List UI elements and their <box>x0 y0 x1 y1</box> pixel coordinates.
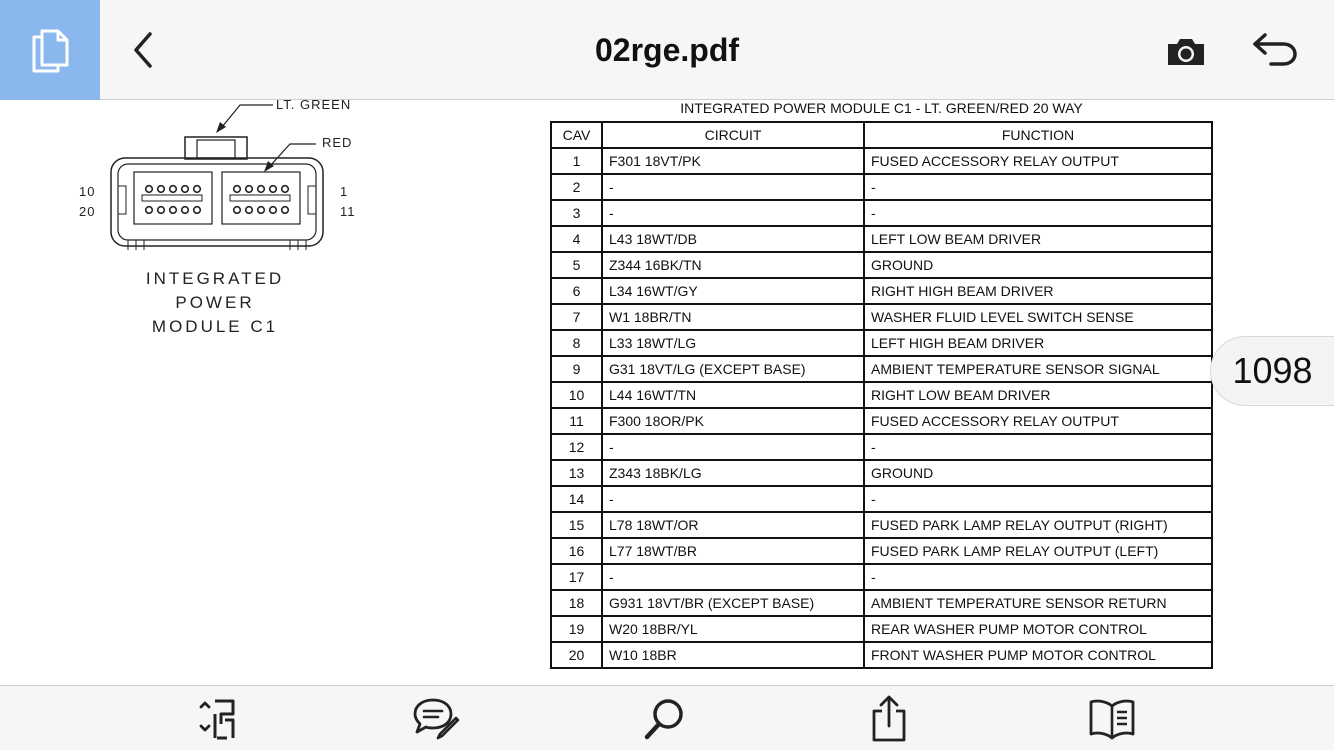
edit-pages-button[interactable] <box>192 694 244 744</box>
table-row <box>551 408 1212 434</box>
cav-cell: 2 <box>551 174 602 200</box>
reader-button[interactable] <box>1086 694 1138 744</box>
table-row <box>551 512 1212 538</box>
pin-10-label: 10 <box>79 184 96 199</box>
table-row <box>551 278 1212 304</box>
page-number-indicator[interactable]: 1098 <box>1210 336 1334 406</box>
circuit-cell: F300 18OR/PK <box>602 408 864 434</box>
table-row <box>551 174 1212 200</box>
table-row <box>551 538 1212 564</box>
circuit-cell: Z344 16BK/TN <box>602 252 864 278</box>
circuit-cell: - <box>602 200 864 226</box>
circuit-cell: W1 18BR/TN <box>602 304 864 330</box>
circuit-cell: - <box>602 564 864 590</box>
circuit-cell: L77 18WT/BR <box>602 538 864 564</box>
undo-button[interactable] <box>1246 26 1302 72</box>
circuit-cell: Z343 18BK/LG <box>602 460 864 486</box>
header-cav: CAV <box>551 122 602 148</box>
bottom-toolbar <box>0 685 1334 750</box>
circuit-cell: - <box>602 174 864 200</box>
table-row <box>551 616 1212 642</box>
circuit-cell: - <box>602 434 864 460</box>
function-cell: REAR WASHER PUMP MOTOR CONTROL <box>864 616 1212 642</box>
function-cell: LEFT HIGH BEAM DRIVER <box>864 330 1212 356</box>
undo-icon <box>1249 31 1299 67</box>
cav-cell: 4 <box>551 226 602 252</box>
table-row <box>551 226 1212 252</box>
top-navigation-bar <box>0 0 1334 100</box>
table-row <box>551 434 1212 460</box>
circuit-cell: W10 18BR <box>602 642 864 668</box>
pinout-table <box>550 121 1213 669</box>
cav-cell: 5 <box>551 252 602 278</box>
function-cell: FUSED PARK LAMP RELAY OUTPUT (RIGHT) <box>864 512 1212 538</box>
module-name-line-2: POWER <box>175 293 255 312</box>
chevron-left-icon <box>128 30 158 70</box>
table-row <box>551 356 1212 382</box>
table-row <box>551 330 1212 356</box>
circuit-cell: L33 18WT/LG <box>602 330 864 356</box>
function-cell: GROUND <box>864 252 1212 278</box>
header-circuit: CIRCUIT <box>602 122 864 148</box>
module-name <box>140 267 290 339</box>
cav-cell: 11 <box>551 408 602 434</box>
cav-cell: 10 <box>551 382 602 408</box>
cav-cell: 19 <box>551 616 602 642</box>
function-cell: - <box>864 174 1212 200</box>
table-header-row <box>551 122 1212 148</box>
camera-icon <box>1166 35 1206 67</box>
pin-20-label: 20 <box>79 204 96 219</box>
table-row <box>551 382 1212 408</box>
circuit-cell: F301 18VT/PK <box>602 148 864 174</box>
table-title: INTEGRATED POWER MODULE C1 - LT. GREEN/RED 20 WAY <box>680 100 1083 116</box>
table-row <box>551 642 1212 668</box>
search-icon <box>641 697 687 741</box>
table-row <box>551 304 1212 330</box>
cav-cell: 20 <box>551 642 602 668</box>
cav-cell: 6 <box>551 278 602 304</box>
share-button[interactable] <box>863 694 915 744</box>
table-row <box>551 200 1212 226</box>
pin-1-label: 1 <box>340 184 349 199</box>
function-cell: - <box>864 564 1212 590</box>
function-cell: WASHER FLUID LEVEL SWITCH SENSE <box>864 304 1212 330</box>
function-cell: FUSED ACCESSORY RELAY OUTPUT <box>864 148 1212 174</box>
function-cell: AMBIENT TEMPERATURE SENSOR SIGNAL <box>864 356 1212 382</box>
cav-cell: 1 <box>551 148 602 174</box>
circuit-cell: G31 18VT/LG (EXCEPT BASE) <box>602 356 864 382</box>
function-cell: - <box>864 434 1212 460</box>
cav-cell: 7 <box>551 304 602 330</box>
cav-cell: 8 <box>551 330 602 356</box>
pin-11-label: 11 <box>340 204 356 219</box>
function-cell: FRONT WASHER PUMP MOTOR CONTROL <box>864 642 1212 668</box>
function-cell: RIGHT HIGH BEAM DRIVER <box>864 278 1212 304</box>
lt-green-label: LT. GREEN <box>276 100 352 112</box>
cav-cell: 18 <box>551 590 602 616</box>
cav-cell: 17 <box>551 564 602 590</box>
function-cell: - <box>864 200 1212 226</box>
documents-icon <box>28 25 72 75</box>
table-row <box>551 564 1212 590</box>
cav-cell: 15 <box>551 512 602 538</box>
document-title: 02rge.pdf <box>594 32 740 68</box>
function-cell: - <box>864 486 1212 512</box>
function-cell: FUSED ACCESSORY RELAY OUTPUT <box>864 408 1212 434</box>
red-label: RED <box>322 135 353 150</box>
cav-cell: 9 <box>551 356 602 382</box>
camera-button[interactable] <box>1160 28 1212 74</box>
circuit-cell: G931 18VT/BR (EXCEPT BASE) <box>602 590 864 616</box>
pdf-page[interactable] <box>0 100 1334 685</box>
circuit-cell: L78 18WT/OR <box>602 512 864 538</box>
circuit-cell: - <box>602 486 864 512</box>
annotate-comment-icon <box>412 696 464 742</box>
module-name-line-3: MODULE C1 <box>151 317 279 336</box>
cav-cell: 3 <box>551 200 602 226</box>
circuit-cell: L34 16WT/GY <box>602 278 864 304</box>
circuit-cell: L43 18WT/DB <box>602 226 864 252</box>
cav-cell: 14 <box>551 486 602 512</box>
cav-cell: 16 <box>551 538 602 564</box>
header-function: FUNCTION <box>864 122 1212 148</box>
search-button[interactable] <box>638 694 690 744</box>
back-button[interactable] <box>118 25 168 75</box>
share-icon <box>869 695 909 743</box>
table-row <box>551 252 1212 278</box>
annotate-button[interactable] <box>412 694 464 744</box>
circuit-cell: W20 18BR/YL <box>602 616 864 642</box>
function-cell: AMBIENT TEMPERATURE SENSOR RETURN <box>864 590 1212 616</box>
cav-cell: 13 <box>551 460 602 486</box>
table-row <box>551 486 1212 512</box>
connector-drawing <box>70 100 370 270</box>
function-cell: FUSED PARK LAMP RELAY OUTPUT (LEFT) <box>864 538 1212 564</box>
circuit-cell: L44 16WT/TN <box>602 382 864 408</box>
table-row <box>551 460 1212 486</box>
documents-button[interactable] <box>0 0 100 100</box>
edit-pages-icon <box>195 698 241 740</box>
function-cell: RIGHT LOW BEAM DRIVER <box>864 382 1212 408</box>
module-name-line-1: INTEGRATED <box>145 269 285 288</box>
function-cell: LEFT LOW BEAM DRIVER <box>864 226 1212 252</box>
table-row <box>551 148 1212 174</box>
reader-book-icon <box>1087 697 1137 741</box>
function-cell: GROUND <box>864 460 1212 486</box>
table-row <box>551 590 1212 616</box>
cav-cell: 12 <box>551 434 602 460</box>
